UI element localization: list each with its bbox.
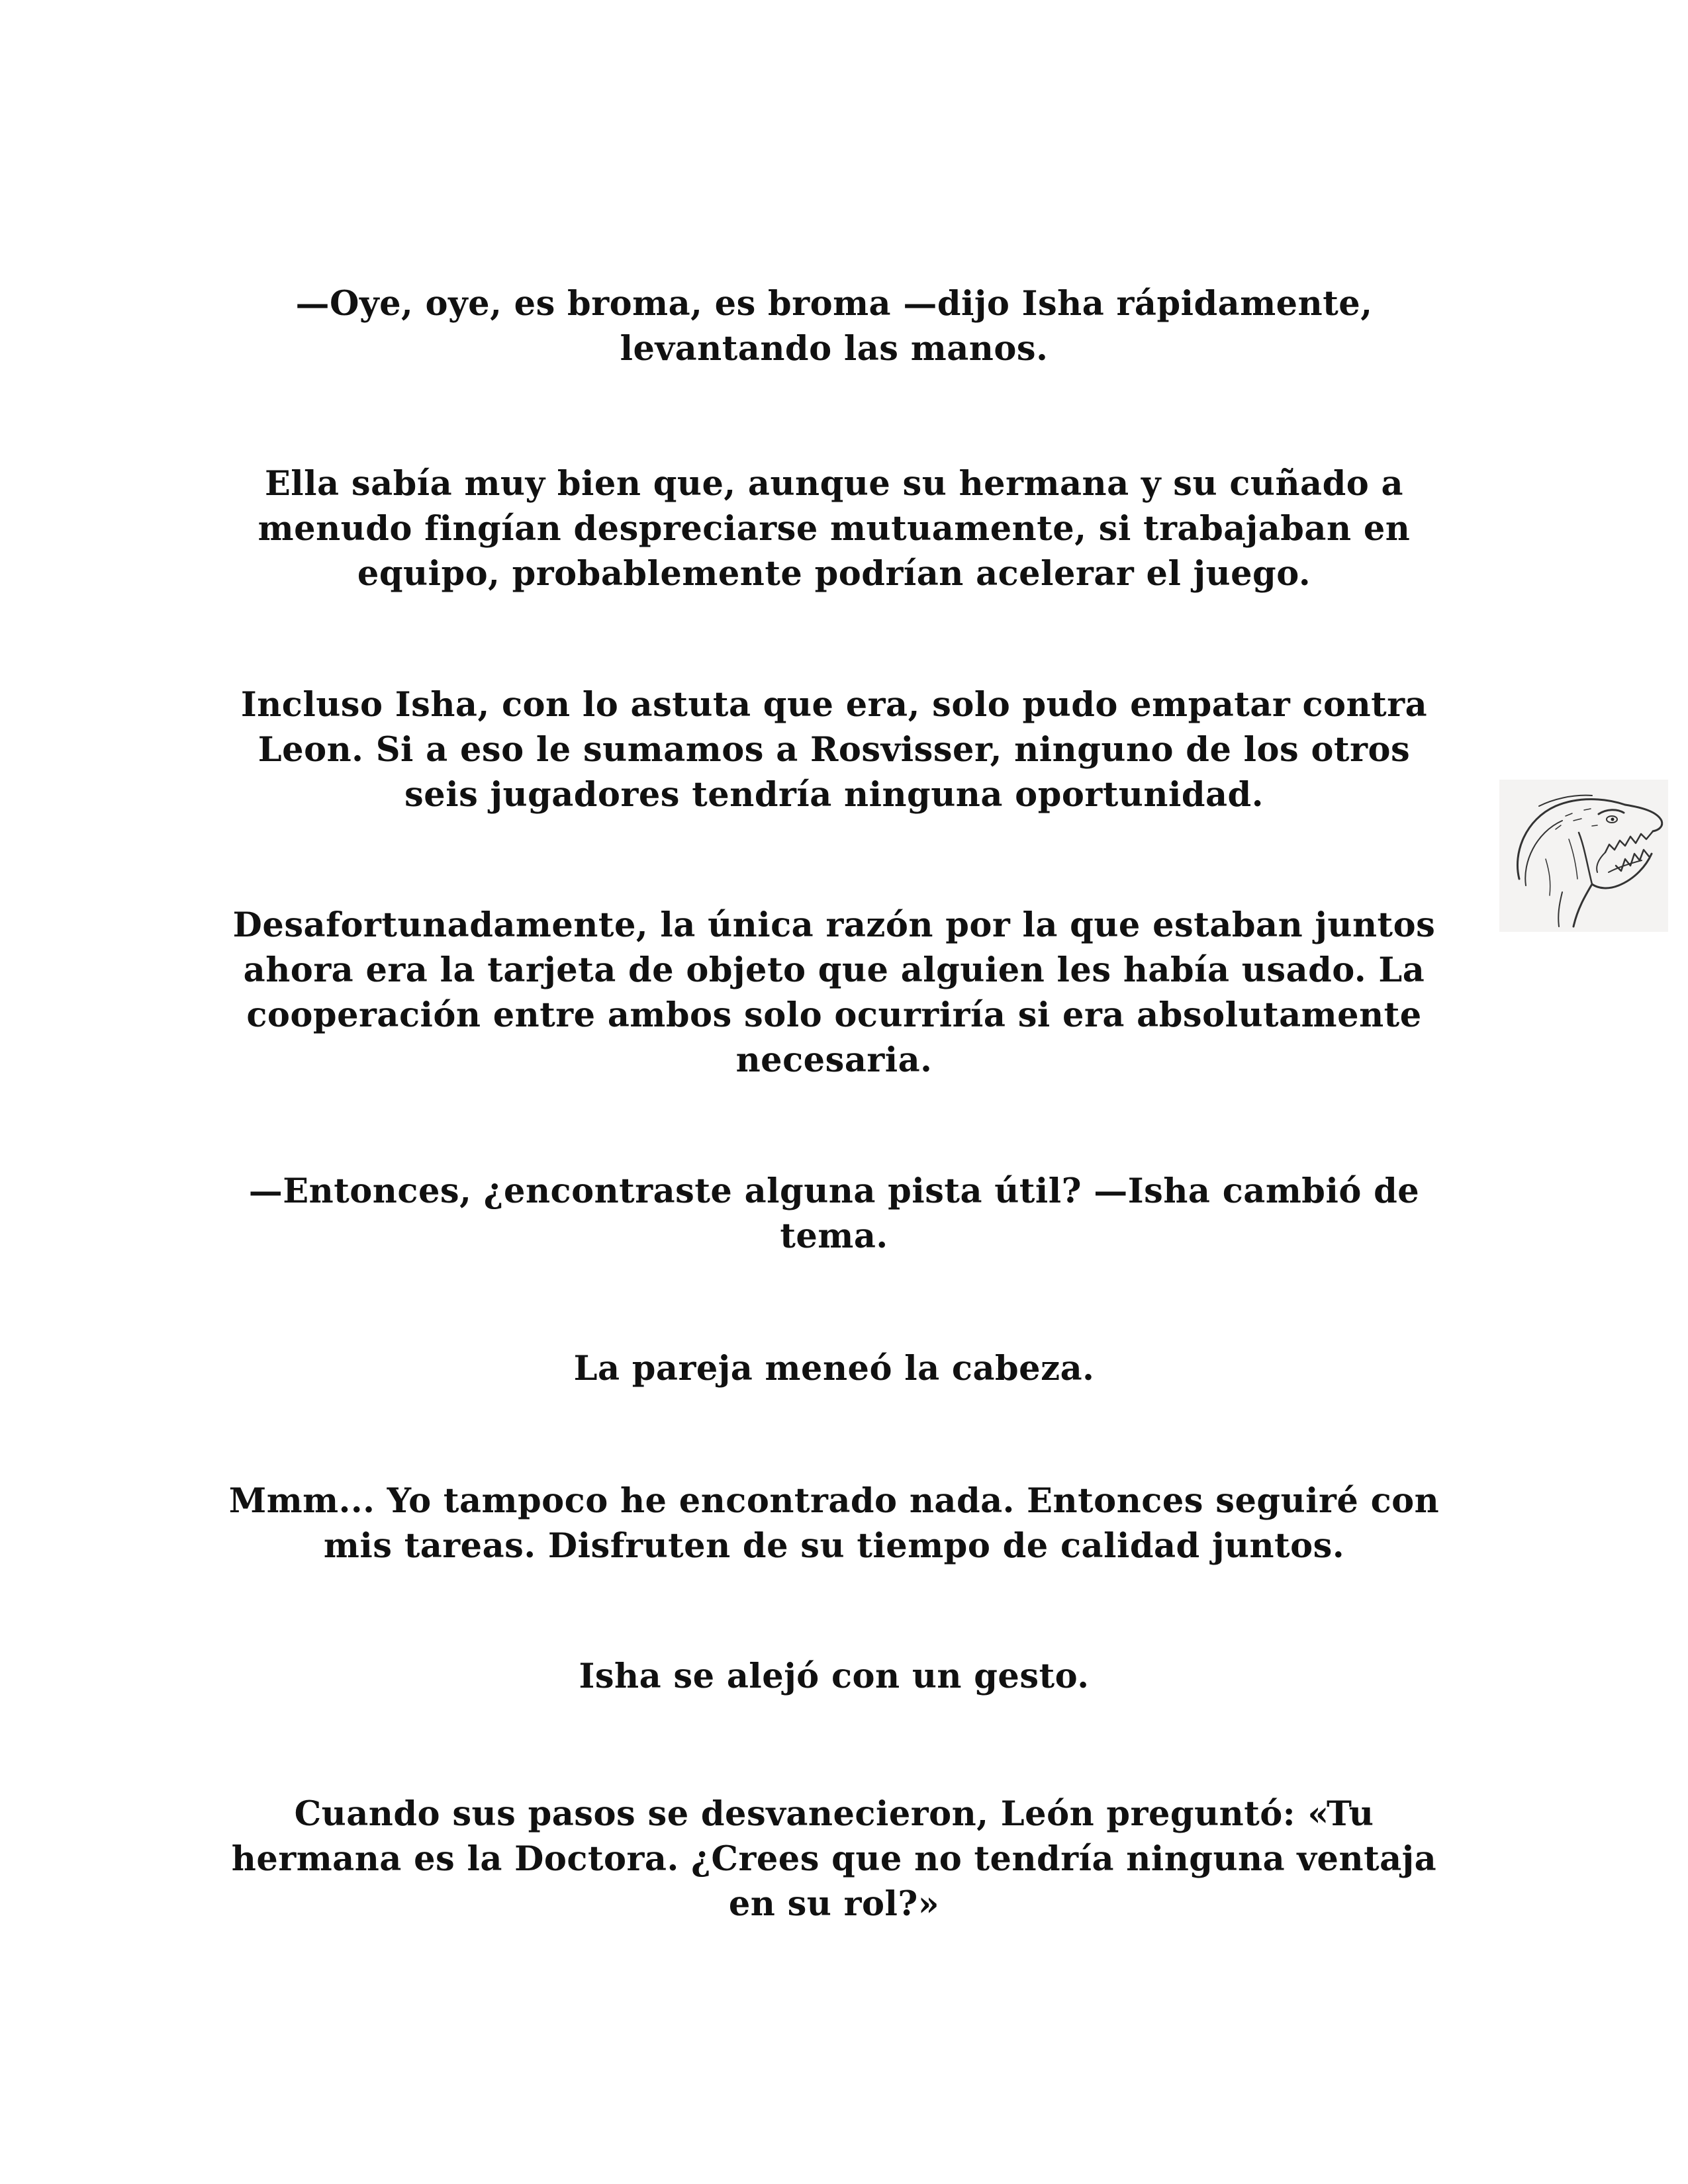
dinosaur-head-sketch-icon (1499, 780, 1668, 932)
paragraph-2: Ella sabía muy bien que, aunque su hermana y su cuñado a menudo fingían despreciarse mutuamente, si trabajaban en equipo, probablemente podrían acelerar el juego. (258, 464, 1411, 594)
paragraph-3: Incluso Isha, con lo astuta que era, solo pudo empatar contra Leon. Si a eso le sumamos a Rosvisser, ninguno de los otros seis jugadores tendría ninguna oportunidad. (240, 685, 1428, 815)
paragraph-7: Mmm... Yo tampoco he encontrado nada. Entonces seguiré con mis tareas. Disfruten de su tiempo de calidad juntos. (228, 1481, 1440, 1566)
paragraph-9: Cuando sus pasos se desvanecieron, León preguntó: «Tu hermana es la Doctora. ¿Crees que no tendría ninguna ventaja en su rol?» (231, 1794, 1437, 1924)
paragraph-1: —Oye, oye, es broma, es broma —dijo Isha rápidamente, levantando las manos. (295, 284, 1373, 369)
paragraph-5: —Entonces, ¿encontraste alguna pista útil? —Isha cambió de tema. (248, 1171, 1420, 1256)
paragraph-8: Isha se alejó con un gesto. (579, 1657, 1090, 1696)
paragraph-4: Desafortunadamente, la única razón por la que estaban juntos ahora era la tarjeta de objeto que alguien les había usado. La cooperación entre ambos solo ocurriría si era absolutamente necesaria. (232, 905, 1436, 1080)
paragraph-6: La pareja meneó la cabeza. (573, 1349, 1095, 1388)
